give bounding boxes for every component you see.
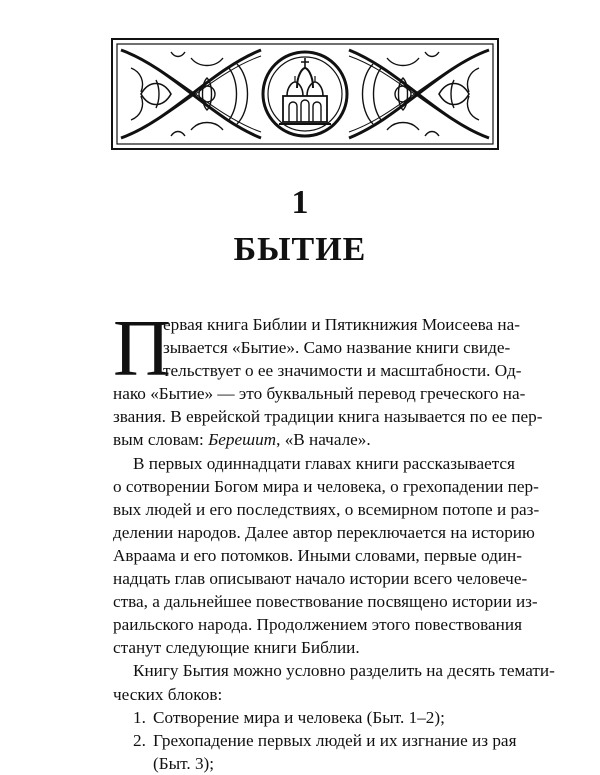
- italic-word: Берешит: [208, 430, 277, 450]
- paragraph-line: тельствует о ее значимости и масштабности. Од-: [163, 361, 522, 381]
- list-item-continuation: (Быт. 3);: [153, 753, 215, 773]
- paragraph-line: нако «Бытие» — это буквальный перевод греческого на-: [113, 384, 526, 404]
- paragraph-text: вым словам:: [113, 430, 209, 450]
- paragraph-line: зывается «Бытие». Само название книги свиде-: [163, 338, 511, 358]
- chapter-number: 1: [291, 184, 309, 221]
- paragraph-line: надцать глав описывают начало истории всего человече-: [113, 569, 528, 589]
- list-text: Грехопадение первых людей и их изгнание из рая: [153, 730, 517, 750]
- chapter-text: [113, 305, 555, 775]
- list-number: 1.: [133, 707, 146, 727]
- paragraph-line: делении народов. Далее автор переключается на историю: [113, 522, 535, 542]
- list-text: Сотворение мира и человека (Быт. 1–2);: [153, 707, 445, 727]
- paragraph-line: Авраама и его потомков. Иными словами, первые один-: [113, 545, 522, 565]
- list-item: [113, 706, 503, 729]
- paragraph-text: , «В начале».: [276, 430, 371, 450]
- chapter-title: БЫТИЕ: [233, 231, 367, 268]
- paragraph-line: Книгу Бытия можно условно разделить на десять темати-: [133, 661, 555, 681]
- paragraph-line: В первых одиннадцати главах книги рассказывается: [133, 453, 515, 473]
- paragraph-line: ервая книга Библии и Пятикнижия Моисеева на-: [163, 315, 520, 334]
- list-item: [113, 729, 517, 752]
- paragraph-line: станут следующие книги Библии.: [113, 638, 360, 658]
- paragraph-line: раильского народа. Продолжением этого повествования: [113, 615, 522, 635]
- drop-cap: П: [113, 305, 171, 393]
- paragraph-line: звания. В еврейской традиции книга называется по ее пер-: [113, 407, 543, 427]
- paragraph-line: [113, 428, 503, 451]
- list-number: 2.: [133, 730, 146, 750]
- paragraph-line: ства, а дальнейшее повествование посвящено истории из-: [113, 592, 538, 612]
- paragraph-line: вых людей и его последствиях, о всемирном потопе и раз-: [113, 499, 540, 519]
- paragraph-line: ческих блоков:: [113, 684, 223, 704]
- ornamental-header-with-church-icon: [111, 38, 499, 150]
- paragraph-line: о сотворении Богом мира и человека, о грехопадении пер-: [113, 476, 539, 496]
